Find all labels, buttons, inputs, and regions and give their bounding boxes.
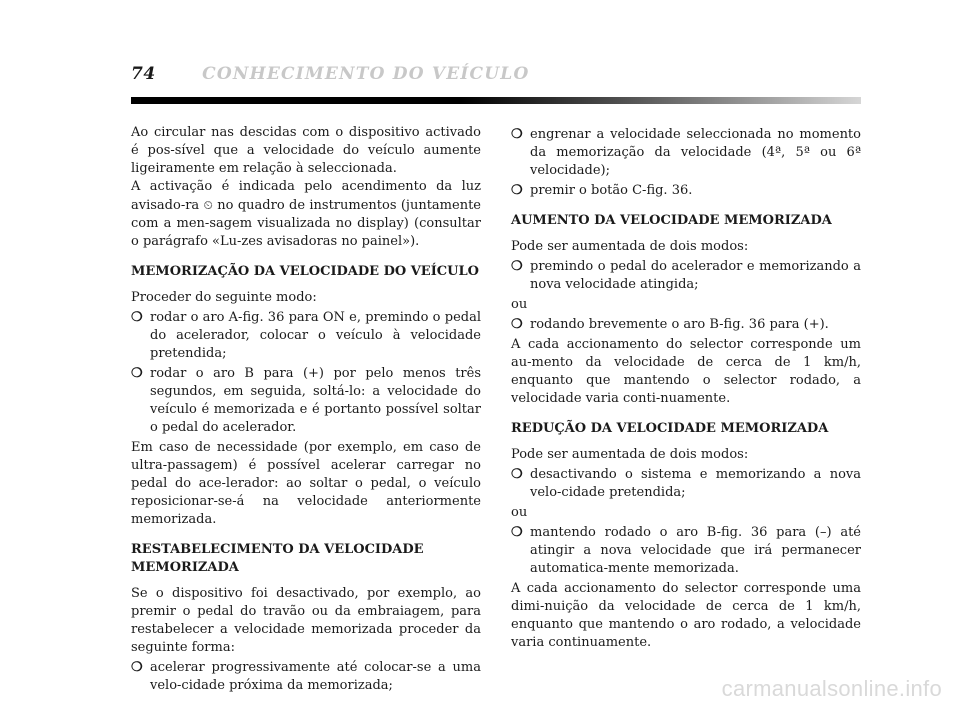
section-heading: MEMORIZAÇÃO DA VELOCIDADE DO VEÍCULO (131, 264, 479, 279)
list-item-text: rodar o aro B para (+) por pelo menos três segundos, em seguida, soltá-lo: a velocidade do veículo é memorizada e é portanto possível soltar o pedal do acelerador. (150, 366, 481, 435)
section-heading: REDUÇÃO DA VELOCIDADE MEMORIZADA (511, 421, 829, 436)
left-column (131, 124, 481, 697)
list-item-text: engrenar a velocidade seleccionada no momento da memorização da velocidade (4ª, 5ª ou 6ª velocidade); (530, 127, 861, 178)
bullet-icon: ❍ (131, 660, 143, 675)
list-item (511, 258, 861, 294)
paragraph: Pode ser aumentada de dois modos: (511, 447, 749, 462)
paragraph: Se o dispositivo foi desactivado, por exemplo, ao premir o pedal do travão ou da embraiagem, para restabelecer a velocidade memorizada proceder da seguinte forma: (131, 586, 481, 655)
right-column (511, 124, 861, 652)
list-item (131, 365, 481, 437)
list-item-text: premindo o pedal do acelerador e memorizando a nova velocidade atingida; (530, 259, 861, 292)
section-heading: RESTABELECIMENTO DA VELOCIDADE MEMORIZADA (131, 542, 424, 575)
paragraph-text: A activação é indicada pelo acendimento da luz avisado-ra (131, 179, 481, 213)
list-item (511, 316, 861, 334)
bullet-icon: ❍ (511, 467, 523, 482)
paragraph: ou (511, 505, 528, 520)
list-item (511, 182, 861, 200)
page-header (131, 64, 529, 84)
list-item-text: acelerar progressivamente até colocar-se a uma velo-cidade próxima da memorizada; (150, 660, 481, 693)
page-title: CONHECIMENTO DO VEÍCULO (202, 64, 530, 84)
list-item-text: desactivando o sistema e memorizando a nova velo-cidade pretendida; (530, 467, 861, 500)
paragraph: Pode ser aumentada de dois modos: (511, 239, 749, 254)
list-item (511, 524, 861, 578)
bullet-icon: ❍ (511, 259, 523, 274)
bullet-icon: ❍ (511, 127, 523, 142)
list-item-text: rodando brevemente o aro B-fig. 36 para (+). (530, 317, 829, 332)
bullet-icon: ❍ (511, 525, 523, 540)
paragraph: ou (511, 297, 528, 312)
list-item-text: rodar o aro A-fig. 36 para ON e, premindo o pedal do acelerador, colocar o veículo à velocidade pretendida; (150, 310, 481, 361)
bullet-icon: ❍ (131, 310, 143, 325)
list-item (511, 466, 861, 502)
paragraph: Ao circular nas descidas com o dispositivo activado é pos-sível que a velocidade do veículo aumente ligeiramente em relação à seleccionada. (131, 125, 481, 176)
paragraph: Em caso de necessidade (por exemplo, em caso de ultra-passagem) é possível acelerar carregar no pedal do ace-lerador: ao soltar o pedal, o veículo reposicionar-se-á na velocidade anteriormente memorizada. (131, 440, 481, 527)
list-item-text: premir o botão C-fig. 36. (530, 183, 693, 198)
page-number: 74 (131, 64, 156, 84)
bullet-icon: ❍ (511, 183, 523, 198)
paragraph-warning-light (131, 178, 481, 251)
bullet-icon: ❍ (511, 317, 523, 332)
cruise-control-icon: ⏲ (203, 198, 213, 212)
watermark: carmanualsonline.info (721, 676, 942, 701)
paragraph: A cada accionamento do selector corresponde uma dimi-nuição da velocidade de cerca de 1 km/h, enquanto que mantendo o aro rodado, a velocidade varia continuamente. (511, 581, 861, 650)
bullet-icon: ❍ (131, 366, 143, 381)
list-item-text: mantendo rodado o aro B-fig. 36 para (–) até atingir a nova velocidade que irá permanecer automatica-mente memorizada. (530, 525, 861, 576)
list-item (131, 659, 481, 695)
header-rule (131, 97, 861, 104)
paragraph: Proceder do seguinte modo: (131, 290, 317, 305)
paragraph-text: no quadro de instrumentos (juntamente com a men-sagem visualizada no display) (consultar o parágrafo «Lu-zes avisadoras no painel»). (131, 198, 481, 249)
section-heading: AUMENTO DA VELOCIDADE MEMORIZADA (511, 213, 832, 228)
paragraph: A cada accionamento do selector corresponde um au-mento da velocidade de cerca de 1 km/h, enquanto que mantendo o selector rodado, a velocidade varia conti-nuamente. (511, 337, 861, 406)
list-item (511, 126, 861, 180)
list-item (131, 309, 481, 363)
